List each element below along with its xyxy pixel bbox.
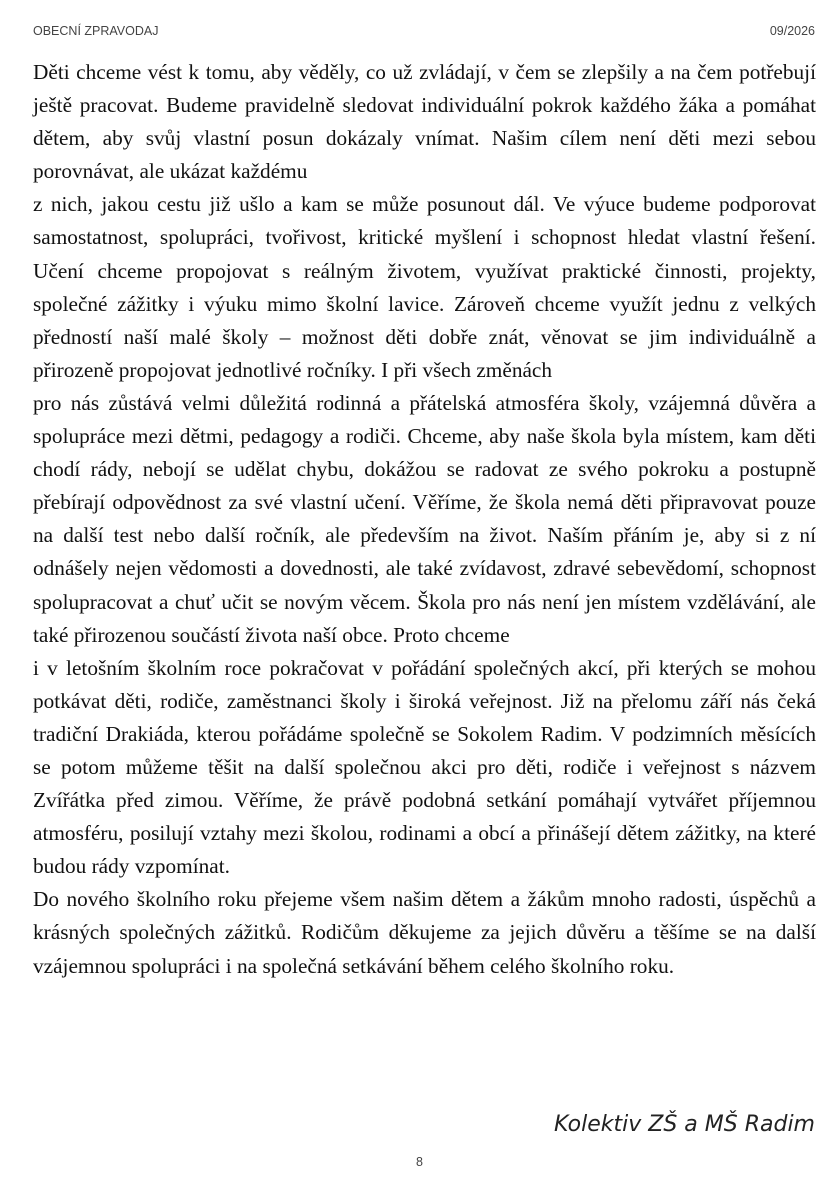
page-header: [33, 24, 815, 42]
paragraph: Děti chceme vést k tomu, aby věděly, co už zvládají, v čem se zlepšily a na čem potřebují ještě pracovat. Budeme pravidelně sledovat individuální pokrok každého žáka a pomáhat dětem, aby svůj vlastní posun dokázaly vnímat. Našim cílem není děti mezi sebou porovnávat, ale ukázat každému: [33, 60, 816, 184]
paragraph: i v letošním školním roce pokračovat v pořádání společných akcí, při kterých se mohou potkávat děti, rodiče, zaměstnanci školy i široká veřejnost. Již na přelomu září nás čeká tradiční Drakiáda, kterou pořádáme společně se Sokolem Radim. V podzimních měsících se potom můžeme těšit na další společnou akci pro děti, rodiče i veřejnost s názvem Zvířátka před zimou. Věříme, že právě podobná setkání pomáhají vytvářet příjemnou atmosféru, posilují vztahy mezi školou, rodinami a obcí a přinášejí dětem zážitky, na které budou rády vzpomínat.: [33, 655, 816, 879]
article-body: [33, 56, 816, 983]
paragraph: Do nového školního roku přejeme všem našim dětem a žákům mnoho radosti, úspěchů a krásných společných zážitků. Rodičům děkujeme za jejich důvěru a těšíme se na další vzájemnou spolupráci i na společná setkávání během celého školního roku.: [33, 887, 816, 978]
paragraph: pro nás zůstává velmi důležitá rodinná a přátelská atmosféra školy, vzájemná důvěra a spolupráce mezi dětmi, pedagogy a rodiči. Chceme, aby naše škola byla místem, kam děti chodí rády, nebojí se udělat chybu, dokážou se radovat ze svého pokroku a postupně přebírají odpovědnost za své vlastní učení. Věříme, že škola nemá děti připravovat pouze na další test nebo další ročník, ale především na život. Naším přáním je, aby si z ní odnášely nejen vědomosti a dovednosti, ale také zvídavost, zdravé sebevědomí, schopnost spolupracovat a chuť učit se novým věcem. Škola pro nás není jen místem vzdělávání, ale také přirozenou součástí života naší obce. Proto chceme: [33, 390, 816, 647]
paragraph: z nich, jakou cestu již ušlo a kam se může posunout dál. Ve výuce budeme podporovat samostatnost, spolupráci, tvořivost, kritické myšlení i schopnost hledat vlastní řešení. Učení chceme propojovat s reálným životem, využívat praktické činnosti, projekty, společné zážitky i výuku mimo školní lavice. Zároveň chceme využít jednu z velkých předností naší malé školy – možnost děti dobře znát, věnovat se jim individuálně a přirozeně propojovat jednotlivé ročníky. I při všech změnách: [33, 192, 816, 382]
issue-number: 09/2026: [769, 24, 815, 38]
page-number: 8: [416, 1155, 423, 1169]
newsletter-title: OBECNÍ ZPRAVODAJ: [33, 24, 159, 38]
signature: Kolektiv ZŠ a MŠ Radim: [554, 1112, 815, 1137]
